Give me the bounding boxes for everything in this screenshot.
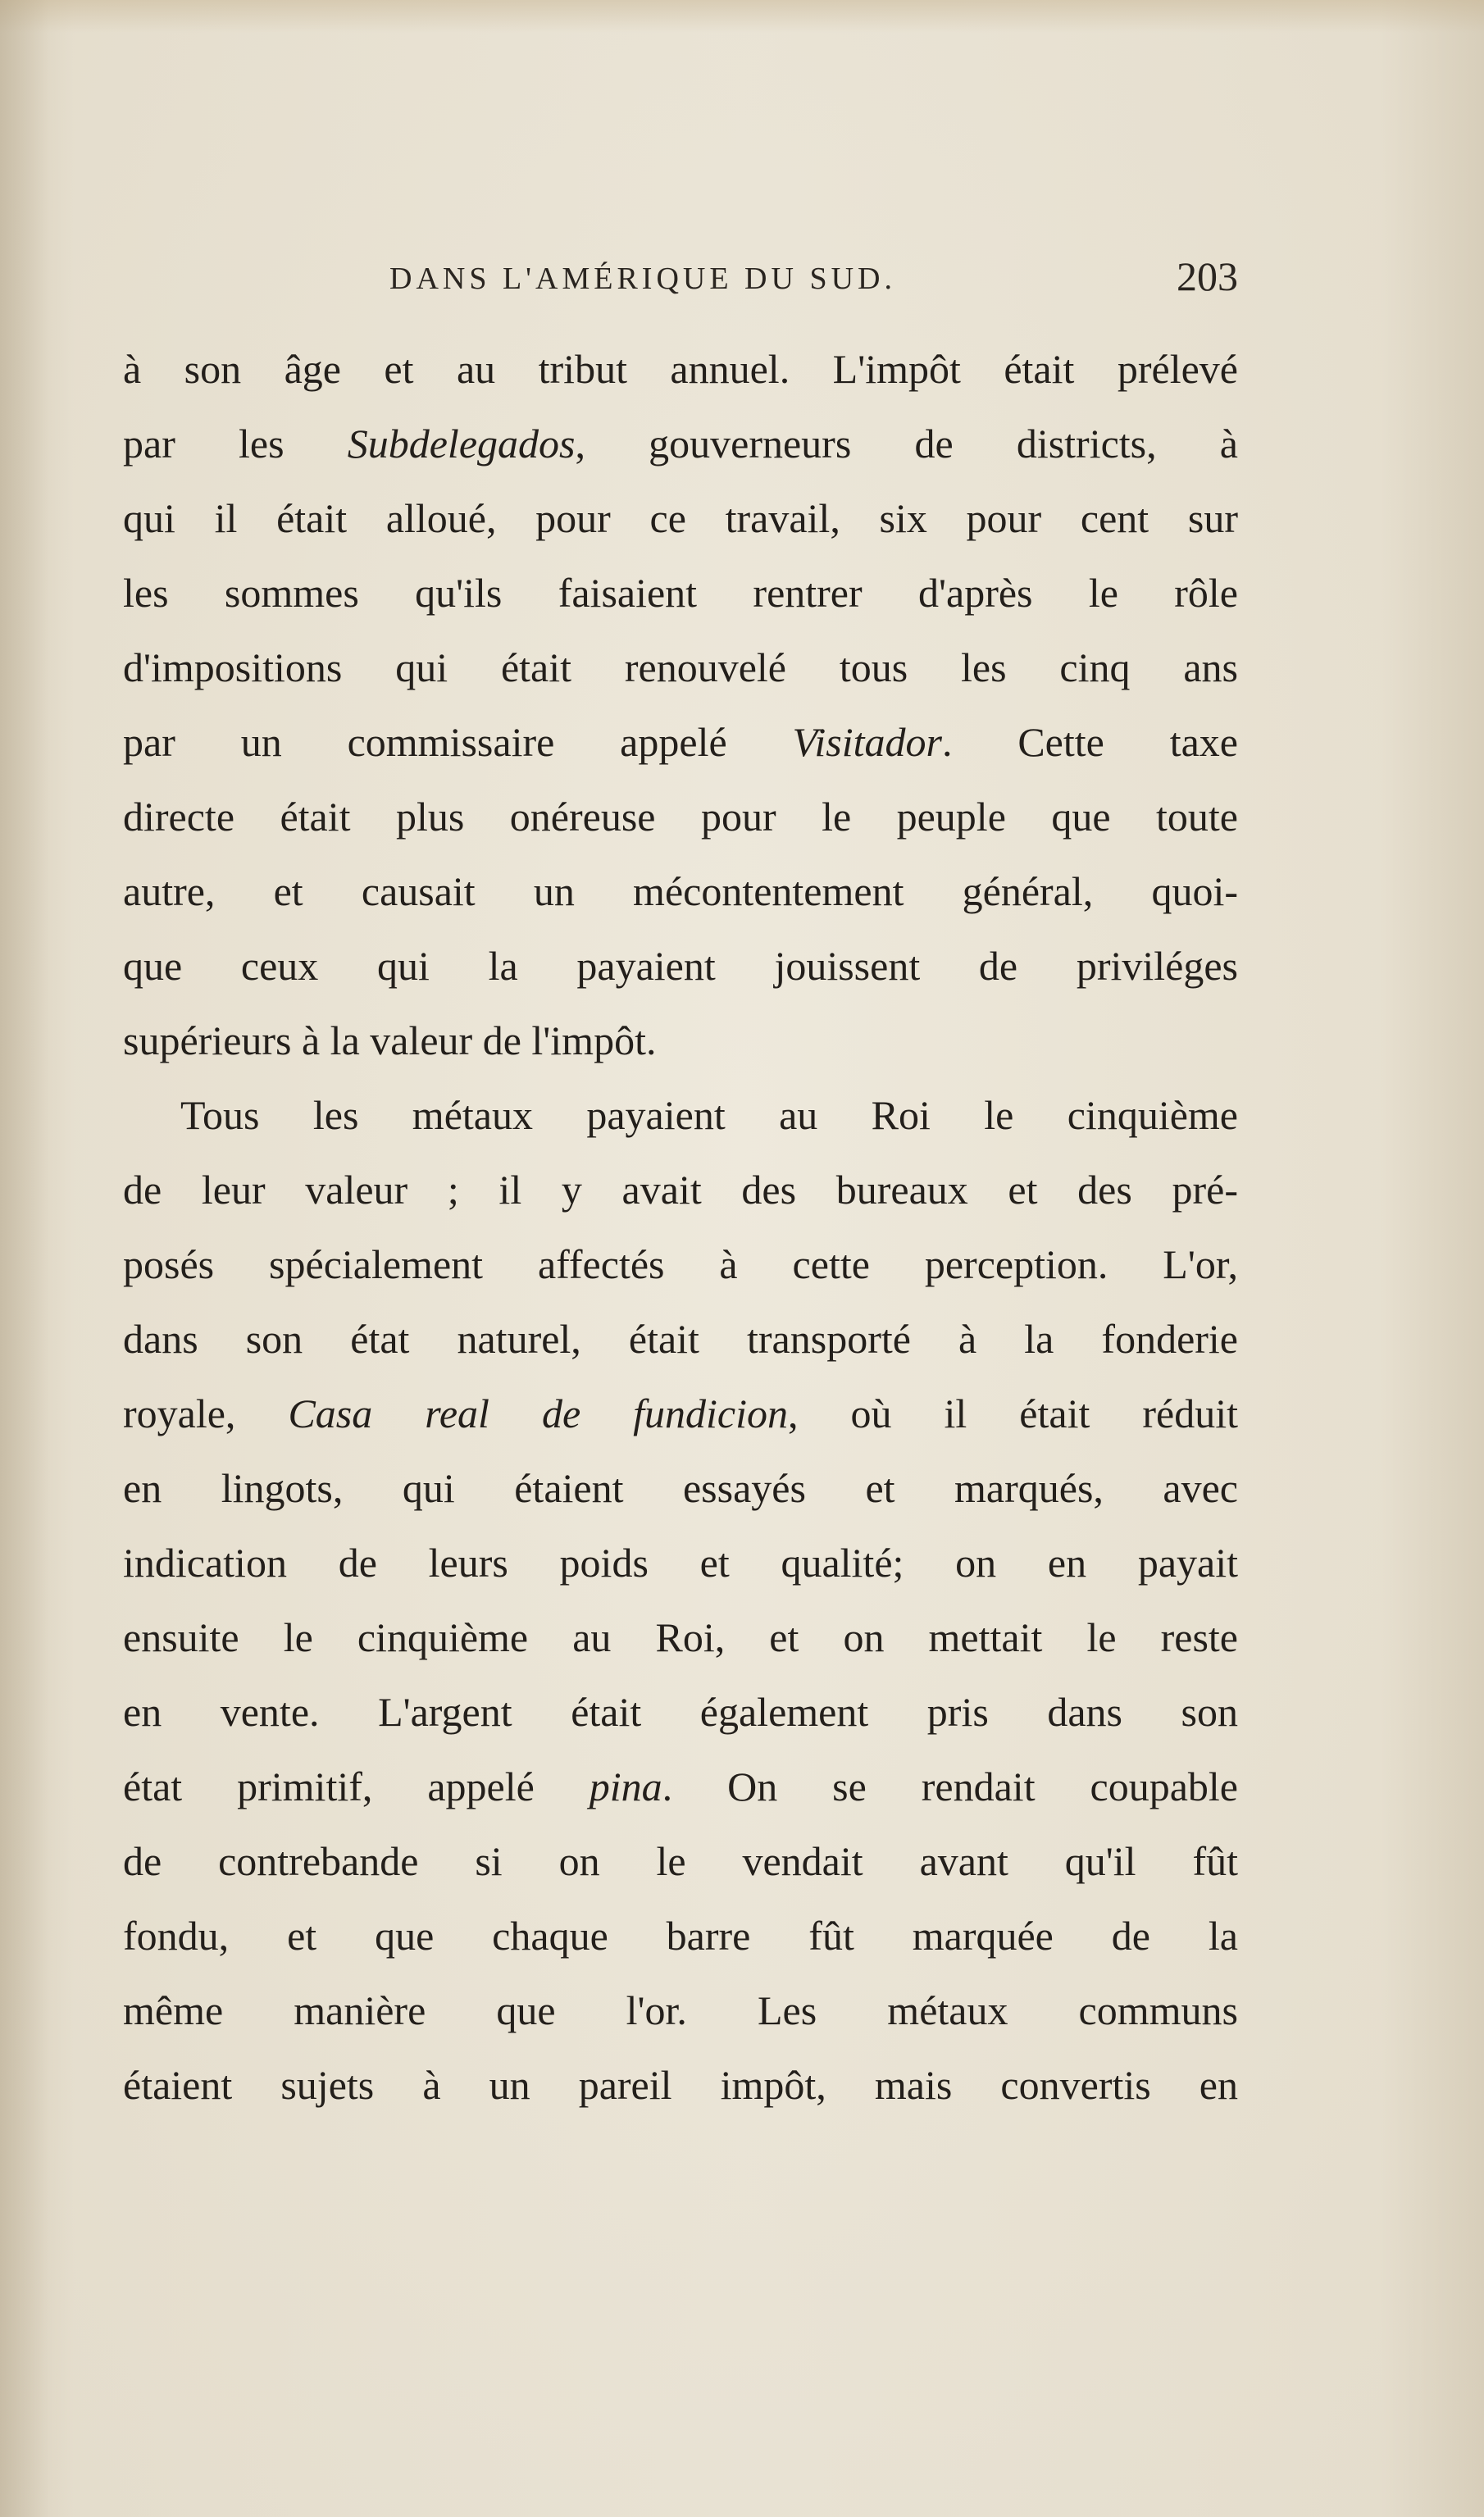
italic-term: Casa real de fundicion (288, 1390, 789, 1436)
italic-term: Visitador (792, 719, 942, 765)
text-line: autre, et causait un mécontentement général, quoi- (123, 868, 1238, 914)
text-line: dans son état naturel, était transporté à la fonderie (123, 1316, 1238, 1362)
text-line: d'impositions qui était renouvelé tous les cinq ans (123, 644, 1238, 690)
italic-term: pina (589, 1764, 662, 1809)
text-line: étaient sujets à un pareil impôt, mais convertis en (123, 2062, 1238, 2108)
running-head (123, 246, 1238, 312)
page-number: 203 (1177, 253, 1238, 299)
text-line: les sommes qu'ils faisaient rentrer d'après le rôle (123, 570, 1238, 616)
text-line: ensuite le cinquième au Roi, et on mettait le reste (123, 1614, 1238, 1660)
spine-shadow (0, 0, 49, 2517)
text-line: Tous les métaux payaient au Roi le cinquième (180, 1092, 1238, 1138)
text-line: directe était plus onéreuse pour le peuple que toute (123, 794, 1238, 840)
body-text (123, 332, 1238, 2123)
text-line: par un commissaire appelé Visitador. Cette taxe (123, 719, 1238, 765)
text-line: même manière que l'or. Les métaux communs (123, 1987, 1238, 2033)
text-line: de contrebande si on le vendait avant qu'il fût (123, 1838, 1238, 1884)
text-line: état primitif, appelé pina. On se rendait coupable (123, 1764, 1238, 1809)
running-title: DANS L'AMÉRIQUE DU SUD. (389, 262, 896, 296)
page-edge-stain (0, 0, 1484, 33)
text-line: que ceux qui la payaient jouissent de priviléges (123, 943, 1238, 989)
text-line: en vente. L'argent était également pris dans son (123, 1689, 1238, 1735)
text-line: indication de leurs poids et qualité; on en payait (123, 1540, 1238, 1586)
italic-term: Subdelegados (347, 421, 576, 467)
text-line: supérieurs à la valeur de l'impôt. (123, 1017, 657, 1063)
text-line: royale, Casa real de fundicion, où il était réduit (123, 1390, 1238, 1436)
text-line: à son âge et au tribut annuel. L'impôt était prélevé (123, 346, 1238, 392)
text-line: par les Subdelegados, gouverneurs de districts, à (123, 421, 1238, 467)
text-line: en lingots, qui étaient essayés et marqués, avec (123, 1465, 1238, 1511)
text-line: de leur valeur ; il y avait des bureaux et des pré- (123, 1167, 1238, 1213)
text-line: fondu, et que chaque barre fût marquée de la (123, 1913, 1238, 1959)
text-line: posés spécialement affectés à cette perception. L'or, (123, 1241, 1238, 1287)
text-line: qui il était alloué, pour ce travail, six pour cent sur (123, 495, 1238, 541)
